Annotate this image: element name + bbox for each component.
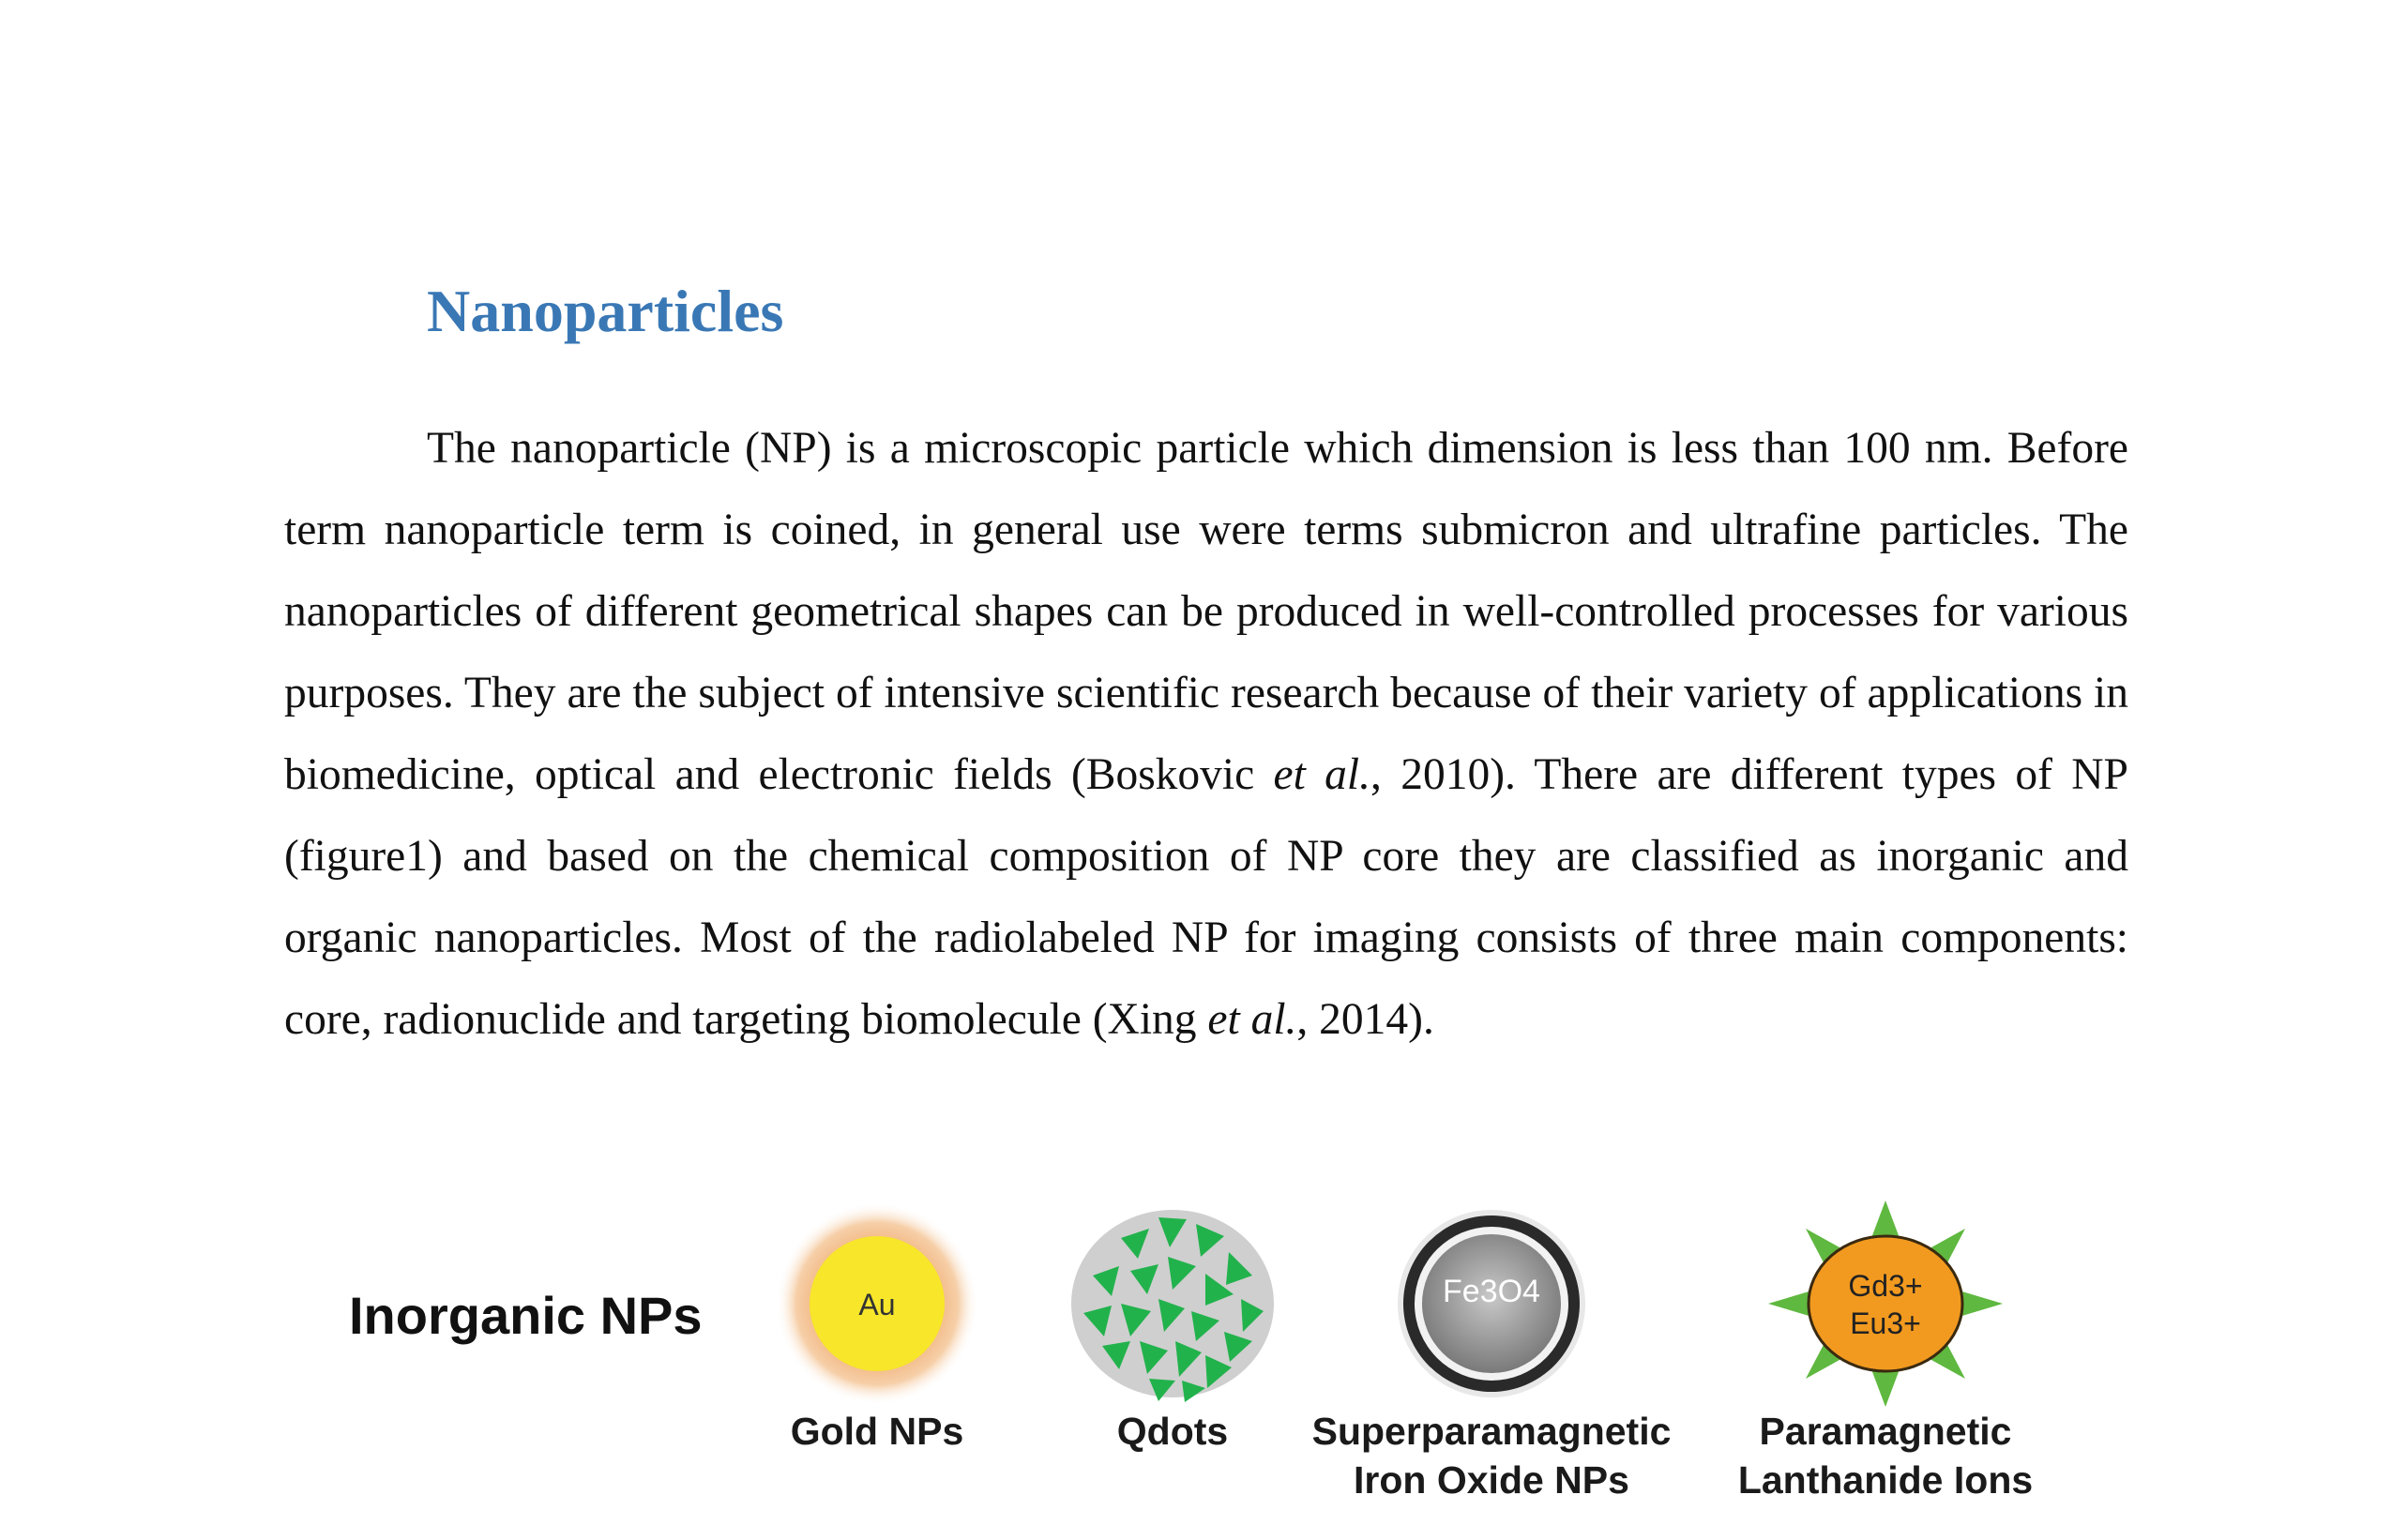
iron-oxide-label-line2: Iron Oxide NPs bbox=[1354, 1458, 1629, 1502]
paragraph-text-1: The nanoparticle (NP) is a microscopic particle which dimension is less than 100 nm. Before term nanoparticle term is coined, in general use were terms submicron and ultrafine particles. The nanoparticles of different geometrical shapes can be produced in well-controlled processes for various purposes. They are the subject of intensive scientific research because of their variety of applications in biomedicine, optical and electronic fields (Boskovic bbox=[284, 424, 2128, 799]
iron-oxide-core-label: Fe3O4 bbox=[1443, 1274, 1540, 1309]
qdots-label: Qdots bbox=[1116, 1410, 1229, 1453]
paragraph-text-3: , 2014). bbox=[1296, 995, 1434, 1044]
section-title: Nanoparticles bbox=[427, 278, 784, 344]
lanthanide-label bbox=[1698, 1407, 2073, 1504]
citation-et-al-1: et al. bbox=[1273, 750, 1370, 799]
figure-inorganic-nps bbox=[281, 1191, 2111, 1540]
gold-np-label: Gold NPs bbox=[790, 1410, 964, 1453]
iron-oxide-label-line1: Superparamagnetic bbox=[1311, 1410, 1672, 1453]
lanthanide-label-line1: Paramagnetic bbox=[1759, 1410, 2012, 1453]
lanthanide-ion-icon bbox=[1768, 1200, 2003, 1407]
body-paragraph bbox=[284, 408, 2128, 1061]
iron-oxide-label bbox=[1304, 1407, 1679, 1504]
figure-title: Inorganic NPs bbox=[349, 1286, 703, 1345]
qdots-icon bbox=[1065, 1200, 1280, 1407]
lanthanide-core-label-1: Gd3+ bbox=[1848, 1269, 1923, 1303]
citation-et-al-2: et al. bbox=[1207, 995, 1297, 1044]
lanthanide-core-label-2: Eu3+ bbox=[1850, 1306, 1921, 1340]
lanthanide-label-line2: Lanthanide Ions bbox=[1737, 1458, 2034, 1502]
iron-oxide-nanoparticle-icon bbox=[1388, 1200, 1595, 1407]
gold-nanoparticle-icon bbox=[774, 1200, 980, 1407]
paragraph-text-2: , 2010). There are different types of NP (figure1) and based on the chemical composition of NP core they are classified as inorganic and organic nanoparticles. Most of the radiolabeled NP for imaging consists of three main components: core, radionuclide and targeting biomolecule (Xing bbox=[284, 750, 2128, 1044]
gold-core-label: Au bbox=[858, 1288, 896, 1321]
